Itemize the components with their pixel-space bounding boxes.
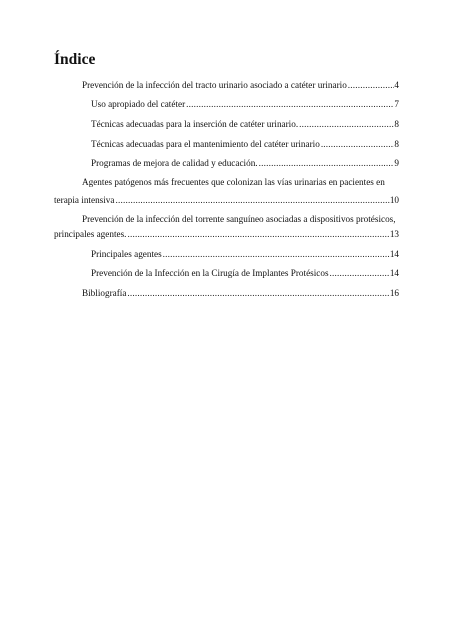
toc-page-number: 8 (394, 139, 399, 149)
toc-leader-dots (348, 79, 395, 91)
toc-page-number: 8 (394, 119, 399, 129)
toc-page-number: 10 (389, 195, 399, 205)
toc-page-number: 4 (394, 80, 399, 90)
toc-entry[interactable] (91, 157, 399, 169)
toc-leader-dots (127, 228, 389, 240)
toc-entry[interactable] (91, 98, 399, 110)
toc-page-number: 14 (389, 268, 399, 278)
toc-entry[interactable] (54, 228, 399, 240)
toc-entry[interactable] (82, 287, 399, 299)
toc-entry-title: Prevención de la Infección en la Cirugía de Implantes Protésicos (91, 268, 329, 278)
toc-entry-title-line1[interactable]: Prevención de la infección del torrente sanguíneo asociadas a dispositivos protésicos, (82, 214, 396, 224)
toc-entry-title: Técnicas adecuadas para el mantenimiento del catéter urinario (91, 139, 320, 149)
toc-entry[interactable] (91, 267, 399, 279)
toc-entry-title: Técnicas adecuadas para la inserción de catéter urinario. (91, 119, 299, 129)
toc-leader-dots (115, 194, 389, 206)
toc-entry[interactable] (91, 118, 399, 130)
toc-entry[interactable] (54, 194, 399, 206)
page-title: Índice (54, 51, 96, 68)
toc-page-number: 13 (389, 229, 399, 239)
toc-entry-title: Principales agentes (91, 249, 162, 259)
toc-page-number: 9 (394, 158, 399, 168)
toc-leader-dots (330, 267, 390, 279)
toc-entry-title: Uso apropiado del catéter (91, 99, 186, 109)
toc-entry[interactable] (82, 79, 399, 91)
toc-leader-dots (299, 118, 394, 130)
toc-leader-dots (163, 248, 390, 260)
toc-entry[interactable] (91, 138, 399, 150)
toc-entry-title-line1[interactable]: Agentes patógenos más frecuentes que colonizan las vías urinarias en pacientes en (82, 177, 385, 187)
toc-leader-dots (127, 287, 389, 299)
toc-leader-dots (259, 157, 395, 169)
toc-entry-title-line2: terapia intensiva (54, 195, 115, 205)
toc-leader-dots (186, 98, 394, 110)
toc-page-number: 16 (389, 288, 399, 298)
toc-entry[interactable] (91, 248, 399, 260)
toc-page-number: 7 (394, 99, 399, 109)
toc-entry-title: Programas de mejora de calidad y educación. (91, 158, 258, 168)
toc-leader-dots (321, 138, 395, 150)
toc-entry-title-line2: principales agentes. (54, 229, 127, 239)
toc-page-number: 14 (389, 249, 399, 259)
toc-entry-title: Bibliografía (82, 288, 127, 298)
toc-entry-title: Prevención de la infección del tracto urinario asociado a catéter urinario (82, 80, 347, 90)
